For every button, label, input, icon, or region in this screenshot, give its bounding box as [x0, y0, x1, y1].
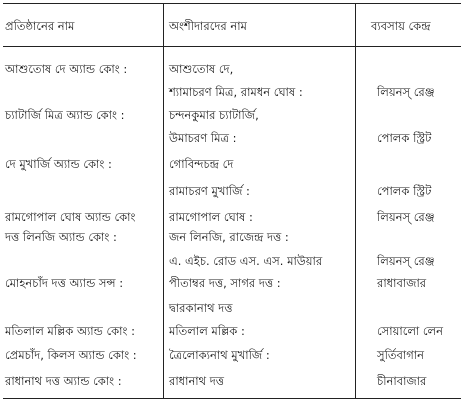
column-divider	[355, 4, 356, 398]
business-center: পোলক স্ট্রিট	[377, 131, 432, 145]
firm-name: মোহনচাঁদ দত্ত অ্যান্ড সন্স :	[5, 276, 124, 290]
firm-name: আশুতোষ দে অ্যান্ড কোং :	[5, 62, 128, 76]
partner-line: রামাচরণ মুখার্জি :	[169, 184, 250, 198]
partner-line: চন্দনকুমার চ্যাটার্জি,	[169, 108, 259, 122]
partner-line: গোবিন্দচন্দ্র দে	[169, 157, 234, 171]
partner-line: জন লিনজি, রাজেন্দ্র দত্ত :	[169, 230, 289, 244]
firm-name: রাধানাথ দত্ত অ্যান্ড কোং :	[5, 374, 122, 388]
partner-line: শ্যামাচরণ মিত্র, রামধন ঘোষ :	[169, 85, 303, 99]
firm-name: রামগোপাল ঘোষ অ্যান্ড কোং	[5, 210, 136, 224]
partner-line: উমাচরণ মিত্র :	[169, 131, 237, 145]
business-center: পোলক স্ট্রিট	[377, 184, 432, 198]
business-center: লিয়নস্ রেঞ্জ	[377, 210, 435, 224]
firm-name: প্রেমচাঁদ, কিলস অ্যান্ড কোং :	[5, 348, 137, 362]
column-divider	[163, 4, 164, 398]
partner-line: রাধানাথ দত্ত	[169, 374, 225, 388]
business-center: সুর্তিবাগান	[377, 348, 424, 362]
partner-line: আশুতোষ দে,	[169, 62, 234, 76]
partner-line: রামগোপাল ঘোষ :	[169, 210, 253, 224]
partner-line: এ. এইচ. রোড এস. এস. মাউয়ার	[169, 254, 323, 268]
business-center: লিয়নস্ রেঞ্জ	[377, 85, 435, 99]
header-firm-name: প্রতিষ্ঠানের নাম	[5, 19, 75, 33]
partner-line: দ্বারকানাথ দত্ত	[169, 301, 233, 315]
header-business-center: ব্যবসায় কেন্দ্র	[371, 19, 431, 33]
firm-name: দত্ত লিনজি অ্যান্ড কোং :	[5, 230, 117, 244]
firm-name: চ্যাটার্জি মিত্র অ্যান্ড কোং :	[5, 108, 125, 122]
partner-line: মতিলাল মল্লিক :	[169, 324, 245, 338]
partner-line: ত্রৈলোক্যনাথ মুখার্জি :	[169, 348, 270, 362]
business-center: রাধাবাজার	[377, 276, 427, 290]
business-center: চীনাবাজার	[377, 374, 427, 388]
header-partner-names: অংশীদারদের নাম	[169, 19, 247, 33]
business-center: লিয়নস্ রেঞ্জ	[377, 254, 435, 268]
firms-table	[3, 3, 461, 399]
business-center: সোয়ালো লেন	[377, 324, 443, 338]
firm-name: দে মুখার্জি অ্যান্ড কোং :	[5, 157, 112, 171]
partner-line: পীতাম্বর দত্ত, সাগর দত্ত :	[169, 276, 281, 290]
firm-name: মতিলাল মল্লিক অ্যান্ড কোং :	[5, 324, 135, 338]
header-divider	[3, 46, 461, 47]
